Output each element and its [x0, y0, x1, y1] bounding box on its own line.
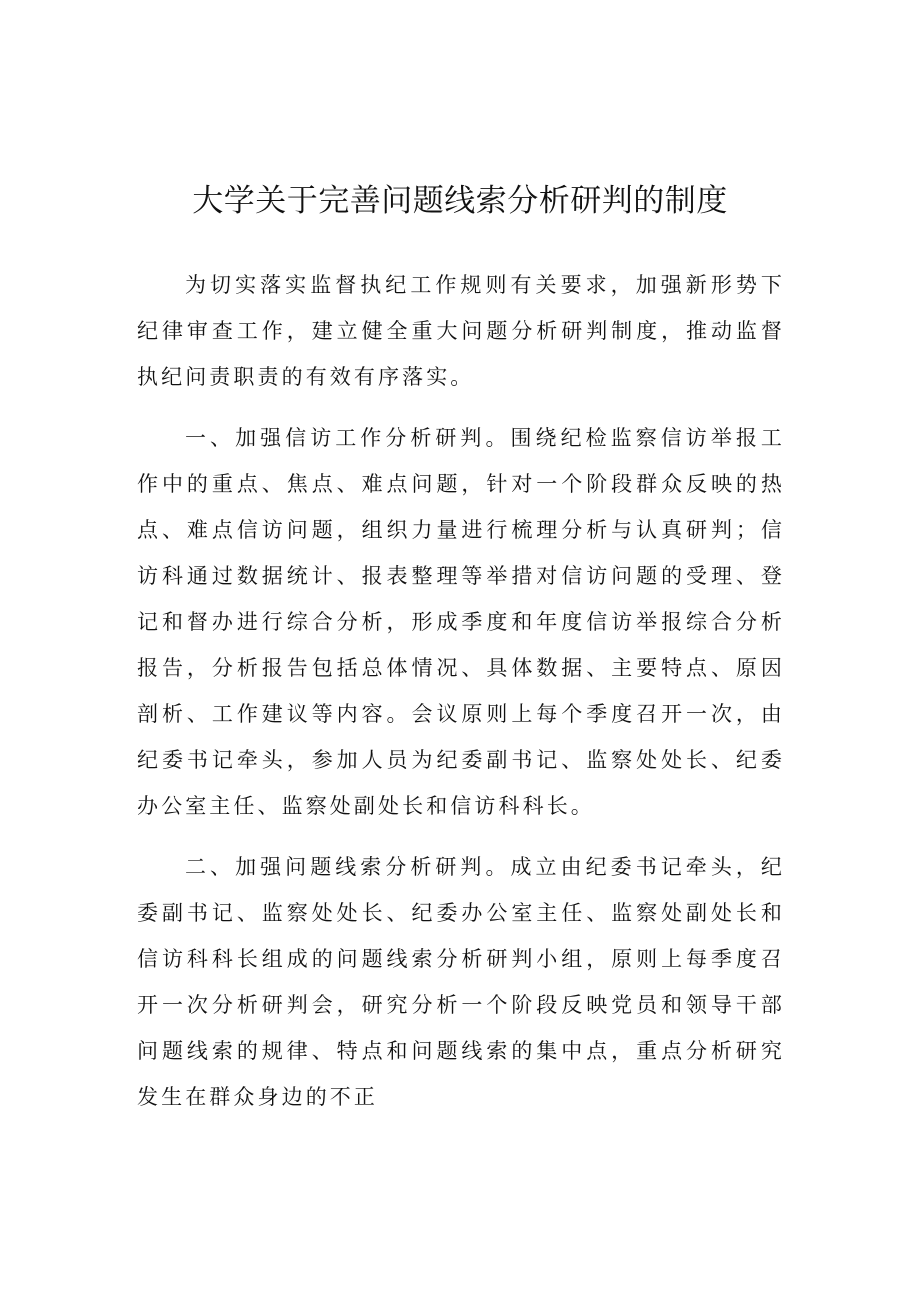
document-body	[137, 262, 785, 1135]
paragraph-section-2: 二、加强问题线索分析研判。成立由纪委书记牵头，纪委副书记、监察处处长、纪委办公室主任、监察处副处长和信访科科长组成的问题线索分析研判小组，原则上每季度召开一次分析研判会，研究分析一个阶段反映党员和领导干部问题线索的规律、特点和问题线索的集中点，重点分析研究发生在群众身边的不正	[137, 855, 785, 1109]
paragraph-section-1: 一、加强信访工作分析研判。围绕纪检监察信访举报工作中的重点、焦点、难点问题，针对一个阶段群众反映的热点、难点信访问题，组织力量进行梳理分析与认真研判；信访科通过数据统计、报表整理等举措对信访问题的受理、登记和督办进行综合分析，形成季度和年度信访举报综合分析报告，分析报告包括总体情况、具体数据、主要特点、原因剖析、工作建议等内容。会议原则上每个季度召开一次，由纪委书记牵头，参加人员为纪委副书记、监察处处长、纪委办公室主任、监察处副处长和信访科科长。	[137, 426, 785, 818]
document-title: 大学关于完善问题线索分析研判的制度	[192, 183, 728, 219]
paragraph-intro: 为切实落实监督执纪工作规则有关要求，加强新形势下纪律审查工作，建立健全重大问题分析研判制度，推动监督执纪问责职责的有效有序落实。	[137, 273, 785, 389]
